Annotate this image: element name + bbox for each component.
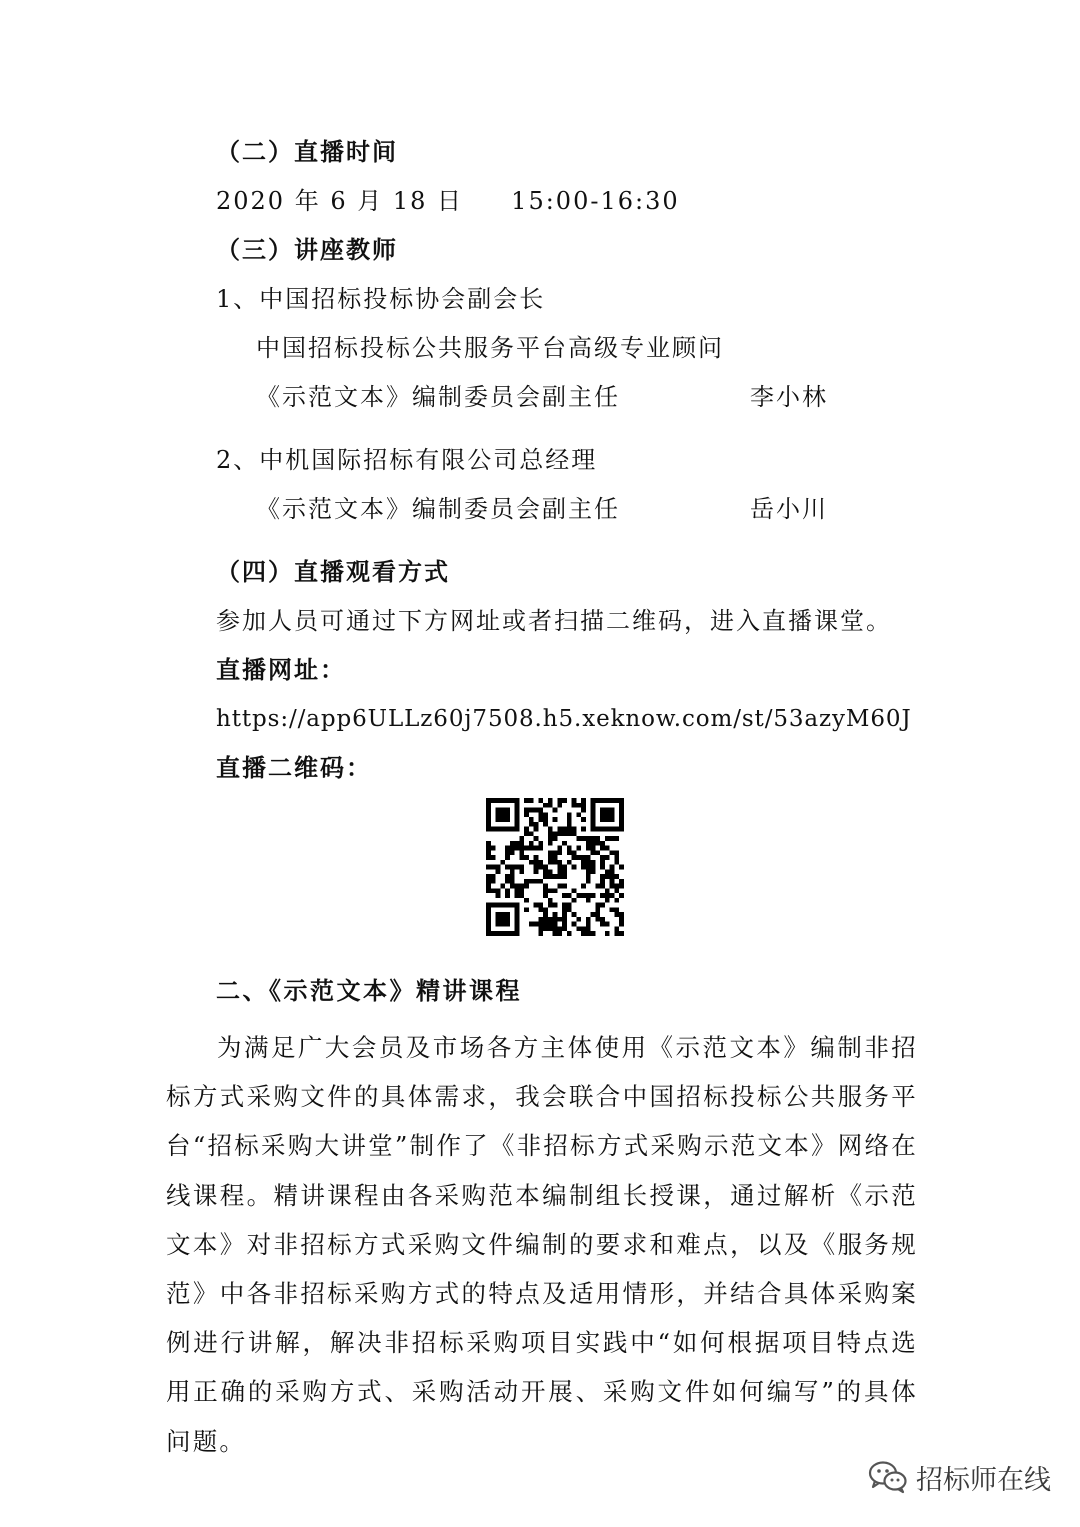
section-heading-broadcast-time: （二）直播时间: [216, 137, 398, 166]
qr-finder-pattern: [488, 905, 517, 934]
watermark-text: 招标师在线: [916, 1464, 1051, 1496]
wechat-icon: [868, 1460, 908, 1494]
broadcast-url[interactable]: https://app6ULLz60j7508.h5.xeknow.com/st/53azyM60J: [216, 706, 912, 732]
broadcast-time-value: 2020 年 6 月 18 日 15:00-16:30: [216, 187, 680, 215]
lecturer1-name: 李小林: [750, 383, 828, 411]
lecturer1-title-line3: 《示范文本》编制委员会副主任: [256, 383, 620, 411]
url-label: 直播网址：: [216, 655, 346, 684]
section-heading-watch: （四）直播观看方式: [216, 557, 450, 586]
lecturer2-title-line2: 《示范文本》编制委员会副主任: [256, 495, 620, 523]
qr-code: [486, 798, 624, 936]
lecturer2-name: 岳小川: [750, 495, 828, 523]
qr-finder-pattern: [593, 800, 622, 829]
qr-label: 直播二维码：: [216, 753, 372, 782]
watermark: [868, 1457, 1051, 1497]
lecturer1-title-line2: 中国招标投标公共服务平台高级专业顾问: [256, 334, 724, 362]
qr-finder-pattern: [488, 800, 517, 829]
lecturer2-title-line1: 2、中机国际招标有限公司总经理: [216, 446, 598, 474]
course-description: 为满足广大会员及市场各方主体使用《示范文本》编制非招标方式采购文件的具体需求，我会联合中国招标投标公共服务平台“招标采购大讲堂”制作了《非招标方式采购示范文本》网络在线课程。精讲课程由各采购范本编制组长授课，通过解析《示范文本》对非招标方式采购文件编制的要求和难点，以及《服务规范》中各非招标采购方式的特点及适用情形，并结合具体采购案例进行讲解，解决非招标采购项目实践中“如何根据项目特点选用正确的采购方式、采购活动开展、采购文件如何编写”的具体问题。: [166, 1033, 918, 1456]
watch-intro: 参加人员可通过下方网址或者扫描二维码，进入直播课堂。: [216, 607, 892, 635]
qr-code-graphic: [486, 798, 624, 936]
section-heading-course: 二、《示范文本》精讲课程: [216, 976, 522, 1005]
lecturer1-title-line1: 1、中国招标投标协会副会长: [216, 285, 546, 313]
section-heading-lecturers: （三）讲座教师: [216, 235, 398, 264]
